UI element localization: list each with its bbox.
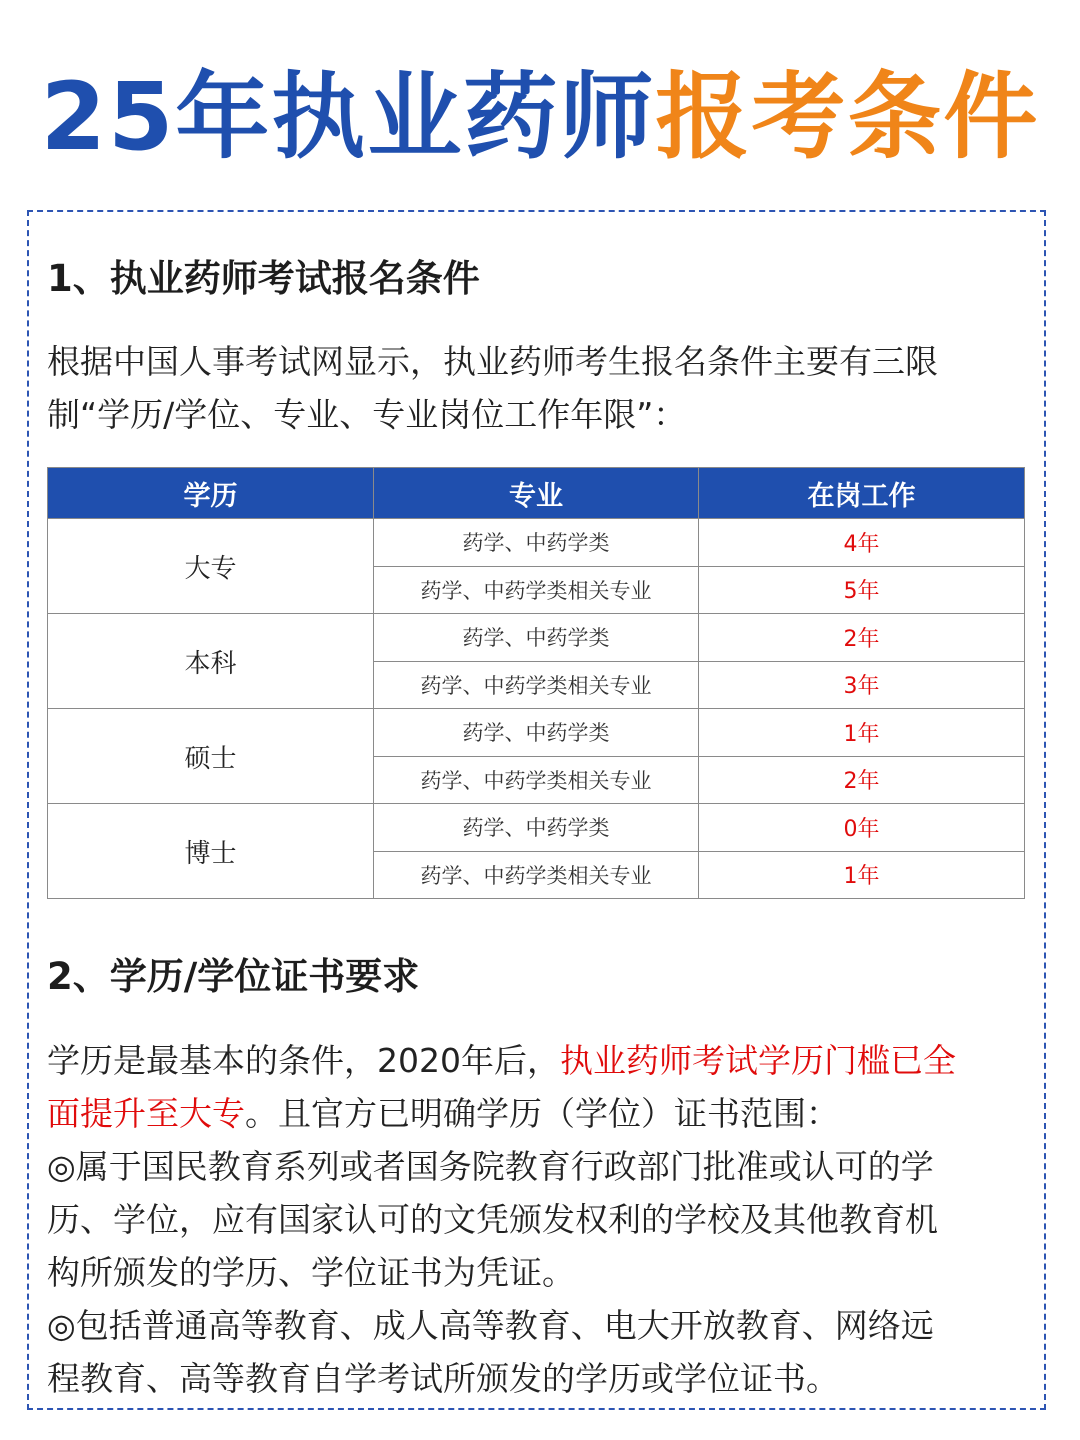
major-cell: 药学、中药学类	[374, 709, 699, 757]
table-row	[48, 614, 1025, 662]
content-box	[27, 210, 1046, 1410]
section2-heading: 2、学历/学位证书要求	[47, 955, 420, 998]
bullet2-line: ◎包括普通高等教育、成人高等教育、电大开放教育、网络远	[47, 1306, 934, 1345]
section2-paragraph	[47, 1034, 1007, 1405]
bullet2-line: 程教育、高等教育自学考试所颁发的学历或学位证书。	[47, 1359, 839, 1398]
table-row	[48, 709, 1025, 757]
intro-highlight: 面提升至大专	[47, 1094, 245, 1133]
bullet1-line: 历、学位，应有国家认可的文凭颁发权利的学校及其他教育机	[47, 1200, 938, 1239]
section1-paragraph-line: 根据中国人事考试网显示，执业药师考生报名条件主要有三限	[47, 342, 938, 381]
bullet1-line: 构所颁发的学历、学位证书为凭证。	[47, 1253, 575, 1292]
years-cell: 5年	[699, 566, 1025, 614]
degree-cell: 大专	[48, 519, 374, 614]
years-cell: 1年	[699, 709, 1025, 757]
header-degree: 学历	[48, 468, 374, 519]
intro-tail: 。且官方已明确学历（学位）证书范围：	[245, 1094, 839, 1133]
degree-cell: 博士	[48, 804, 374, 899]
requirements-table	[47, 467, 1025, 899]
section2-line	[47, 1087, 1007, 1140]
header-major: 专业	[374, 468, 699, 519]
header-work-years: 在岗工作	[699, 468, 1025, 519]
major-cell: 药学、中药学类相关专业	[374, 661, 699, 709]
years-cell: 4年	[699, 519, 1025, 567]
years-cell: 0年	[699, 804, 1025, 852]
table-row	[48, 804, 1025, 852]
major-cell: 药学、中药学类	[374, 804, 699, 852]
bullet1-line: ◎属于国民教育系列或者国务院教育行政部门批准或认可的学	[47, 1147, 934, 1186]
degree-cell: 硕士	[48, 709, 374, 804]
major-cell: 药学、中药学类相关专业	[374, 566, 699, 614]
major-cell: 药学、中药学类相关专业	[374, 756, 699, 804]
years-cell: 2年	[699, 756, 1025, 804]
intro-highlight: 执业药师考试学历门槛已全	[559, 1041, 956, 1080]
years-cell: 3年	[699, 661, 1025, 709]
section2-line	[47, 1034, 1007, 1087]
section1-paragraph-line: 制“学历/学位、专业、专业岗位工作年限”：	[47, 395, 687, 434]
section1-paragraph	[47, 335, 1007, 441]
table-row	[48, 519, 1025, 567]
section1-heading: 1、执业药师考试报名条件	[47, 257, 480, 300]
years-cell: 2年	[699, 614, 1025, 662]
years-cell: 1年	[699, 851, 1025, 899]
degree-cell: 本科	[48, 614, 374, 709]
page-title	[0, 58, 1080, 178]
major-cell: 药学、中药学类	[374, 519, 699, 567]
title-main: 25年执业药师	[40, 63, 656, 172]
title-highlight: 报考条件	[655, 63, 1040, 172]
major-cell: 药学、中药学类相关专业	[374, 851, 699, 899]
major-cell: 药学、中药学类	[374, 614, 699, 662]
table-header-row	[48, 468, 1025, 519]
intro-text: 学历是最基本的条件，2020年后，	[47, 1041, 560, 1080]
